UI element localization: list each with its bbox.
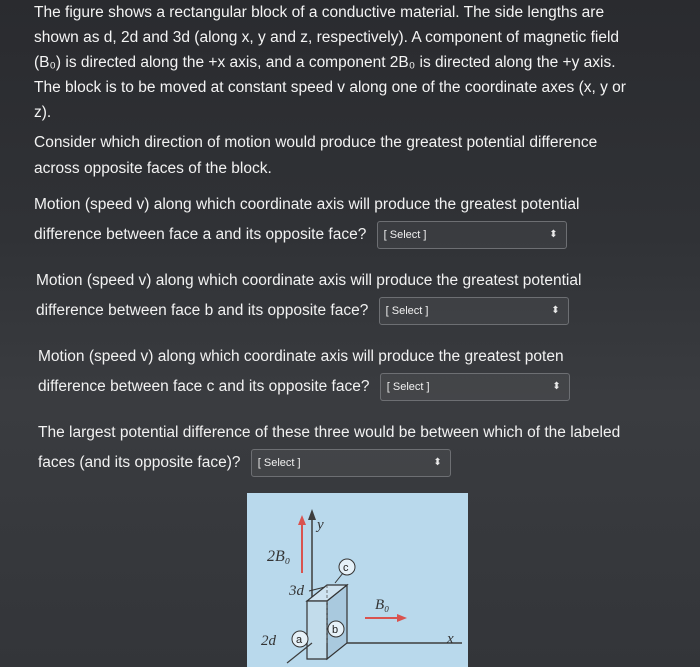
select-value: [ Select ]	[386, 380, 430, 393]
question-line: Motion (speed v) along which coordinate axis will produce the greatest potential	[36, 272, 582, 289]
block-figure	[247, 493, 468, 667]
field-2b0-arrowhead	[298, 515, 306, 525]
question-line	[36, 296, 676, 326]
consider-text	[34, 130, 674, 182]
face-c-label: c	[343, 562, 349, 574]
question-line: Motion (speed v) along which coordinate axis will produce the greatest potential	[34, 196, 580, 213]
face-c-axis-select[interactable]	[380, 373, 570, 401]
face-a-axis-select[interactable]	[377, 221, 567, 249]
side-2d-label: 2d	[261, 633, 276, 649]
updown-chevron-icon: ⬍	[552, 380, 561, 392]
intro-line: z).	[34, 104, 52, 121]
question-prompt: difference between face b and its opposite face?	[36, 302, 369, 319]
field-2b0-label: 2B₀	[267, 548, 291, 565]
face-b-axis-select[interactable]	[379, 297, 569, 325]
select-value: [ Select ]	[383, 228, 427, 241]
field-b0-label: B₀	[375, 597, 390, 613]
question-face-a	[34, 190, 674, 250]
face-c-pointer	[335, 573, 343, 583]
select-value: [ Select ]	[257, 456, 301, 469]
question-line	[34, 220, 674, 250]
consider-line: across opposite faces of the block.	[34, 160, 272, 177]
side-3d-label: 3d	[289, 583, 304, 599]
updown-chevron-icon: ⬍	[551, 304, 560, 316]
updown-chevron-icon: ⬍	[549, 228, 558, 240]
question-largest	[38, 418, 678, 478]
y-axis-arrow	[308, 509, 316, 520]
y-axis-label: y	[317, 517, 324, 533]
question-line	[38, 448, 678, 478]
problem-statement	[34, 0, 674, 125]
x-axis-label: x	[447, 631, 454, 647]
field-b0-arrowhead	[397, 614, 407, 622]
question-face-c	[38, 342, 678, 402]
question-line: The largest potential difference of these three would be between which of the labeled	[38, 424, 621, 441]
question-face-b	[36, 266, 676, 326]
face-b-label: b	[332, 624, 339, 636]
block-front-face	[307, 601, 327, 659]
select-value: [ Select ]	[385, 304, 429, 317]
question-line: Motion (speed v) along which coordinate axis will produce the greatest poten	[38, 348, 564, 365]
intro-line: (B₀) is directed along the +x axis, and a component 2B₀ is directed along the +y axis.	[34, 54, 616, 71]
updown-chevron-icon: ⬍	[433, 456, 442, 468]
consider-line: Consider which direction of motion would produce the greatest potential difference	[34, 134, 598, 151]
intro-line: shown as d, 2d and 3d (along x, y and z, respectively). A component of magnetic field	[34, 29, 620, 46]
intro-line: The figure shows a rectangular block of a conductive material. The side lengths are	[34, 4, 605, 21]
question-prompt: difference between face a and its opposite face?	[34, 226, 367, 243]
question-prompt: difference between face c and its opposite face?	[38, 378, 370, 395]
intro-line: The block is to be moved at constant speed v along one of the coordinate axes (x, y or	[34, 79, 626, 96]
face-a-label: a	[296, 634, 303, 646]
question-prompt: faces (and its opposite face)?	[38, 454, 241, 471]
largest-face-select[interactable]	[251, 449, 451, 477]
question-line	[38, 372, 678, 402]
block-diagram	[247, 493, 468, 667]
